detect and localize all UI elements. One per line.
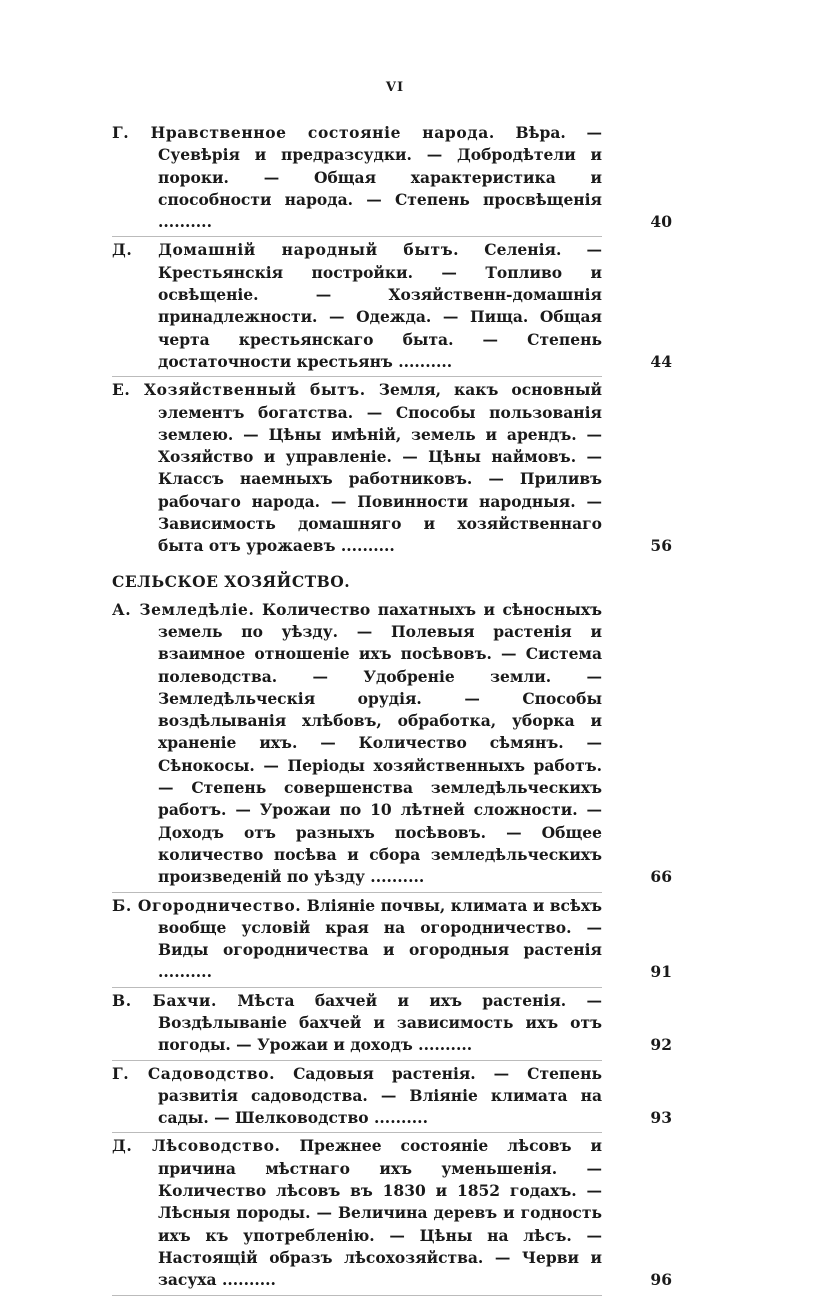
page-number: VI: [385, 80, 405, 95]
toc-entry-text: [112, 122, 602, 233]
entry-divider: [112, 892, 602, 893]
entry-divider: [112, 987, 602, 988]
toc-entry-heading: Г. Садоводство.: [112, 1063, 276, 1083]
toc-entry: [112, 895, 672, 984]
toc-part-2: [112, 599, 672, 1292]
toc-part-1: [112, 122, 672, 558]
toc-entry-description: Количество пахатныхъ и сѣносныхъ земель по уѣзду. — Полевыя растенія и взаимное отношеніе ихъ посѣвовъ. — Система полеводства. — Удобреніе земли. — Земледѣльческія орудія. — Способы воздѣлыванія хлѣбовъ, обработка, уборка и храненіе ихъ. — Количество сѣмянъ. — Сѣнокосы. — Періоды хозяйственныхъ работъ. — Степень совершенства земледѣльческихъ работъ. — Урожаи по 10 лѣтней сложности. — Доходъ отъ разныхъ посѣвовъ. — Общее количество посѣва и сбора земледѣльческихъ произведеній по уѣзду: [158, 599, 603, 887]
toc-entry: [112, 990, 672, 1057]
dot-leader: ..........: [392, 351, 453, 371]
toc-entry-text: [112, 1063, 602, 1130]
toc-entry: [112, 122, 672, 233]
toc-entry-heading: А. Земледѣліе.: [112, 599, 255, 619]
toc-entry: [112, 599, 672, 889]
toc-entry: [112, 239, 672, 373]
toc-entry-description: Вѣра. — Суевѣрія и предразсудки. — Добродѣтели и пороки. — Общая характеристика и способности народа. — Степень просвѣщенія: [158, 123, 603, 209]
toc-entry-heading: Б. Огородничество.: [112, 895, 302, 915]
toc-entry: [112, 1135, 672, 1291]
table-of-contents: [112, 122, 672, 1298]
toc-entry-heading: В. Бахчи.: [112, 990, 218, 1010]
toc-entry-text: [112, 1135, 602, 1291]
toc-entry-description: Вліяніе почвы, климата и всѣхъ вообще условій края на огородничество. — Виды огородничества и огородныя растенія: [158, 895, 603, 960]
toc-entry-page-number: 92: [650, 1035, 672, 1055]
toc-entry-text: [112, 895, 602, 984]
entry-divider: [112, 1060, 602, 1061]
dot-leader: ..........: [412, 1035, 473, 1055]
toc-entry-description: Земля, какъ основный элементъ богатства. — Способы пользованія землею. — Цѣны имѣній, земель и арендъ. — Хозяйство и управленіе. — Цѣны наймовъ. — Классъ наемныхъ работниковъ. — Приливъ рабочаго народа. — Повинности народныя. — Зависимость домашняго и хозяйственнаго быта отъ урожаевъ: [158, 380, 602, 556]
toc-entry-text: [112, 599, 602, 889]
toc-entry-page-number: 66: [650, 867, 672, 887]
dot-leader: ..........: [158, 212, 212, 232]
toc-entry-page-number: 56: [650, 536, 672, 556]
toc-entry: [112, 1063, 672, 1130]
toc-entry: [112, 379, 672, 557]
toc-entry-page-number: 91: [650, 962, 672, 982]
toc-entry-heading: Г. Нравственное состояніе народа.: [112, 123, 495, 142]
toc-entry-heading: Д. Лѣсоводство.: [112, 1136, 281, 1156]
toc-entry-page-number: 96: [650, 1270, 672, 1290]
toc-entry-page-number: 93: [650, 1108, 672, 1128]
toc-entry-description: Садовыя растенія. — Степень развитія садоводства. — Вліяніе климата на сады. — Шелководство: [158, 1063, 603, 1128]
toc-entry-heading: Е. Хозяйственный бытъ.: [112, 380, 366, 400]
entry-divider: [112, 1295, 602, 1296]
toc-entry-page-number: 44: [650, 351, 672, 371]
toc-entry-text: [112, 239, 602, 373]
dot-leader: ..........: [335, 536, 395, 556]
toc-entry-heading: Д. Домашній народный бытъ.: [112, 240, 460, 260]
entry-divider: [112, 1132, 602, 1133]
dot-leader: ..........: [158, 962, 212, 982]
toc-entry-text: [112, 990, 602, 1057]
toc-entry-description: Мѣста бахчей и ихъ растенія. — Воздѣлываніе бахчей и зависимость ихъ отъ погоды. — Урожаи и доходъ: [158, 990, 602, 1055]
toc-entry-description: Прежнее состояніе лѣсовъ и причина мѣстнаго ихъ уменьшенія. — Количество лѣсовъ въ 1830 и 1852 годахъ. — Лѣсныя породы. — Величина деревъ и годность ихъ къ употребленію. — Цѣны на лѣсъ. — Настоящій образъ лѣсохозяйства. — Черви и засуха: [158, 1136, 602, 1290]
toc-entry-text: [112, 379, 602, 557]
section-title: СЕЛЬСКОЕ ХОЗЯЙСТВО.: [112, 571, 351, 591]
dot-leader: ..........: [216, 1270, 276, 1290]
entry-divider: [112, 376, 602, 377]
entry-divider: [112, 236, 602, 237]
toc-entry-page-number: 40: [650, 212, 672, 232]
dot-leader: ..........: [368, 1108, 428, 1128]
dot-leader: ..........: [364, 867, 425, 887]
toc-entry-description: Селенія. — Крестьянскія постройки. — Топливо и освѣщеніе. — Хозяйственн-домашнія принадлежности. — Одежда. — Пища. Общая черта крестьянскаго быта. — Степень достаточности крестьянъ: [158, 240, 602, 371]
